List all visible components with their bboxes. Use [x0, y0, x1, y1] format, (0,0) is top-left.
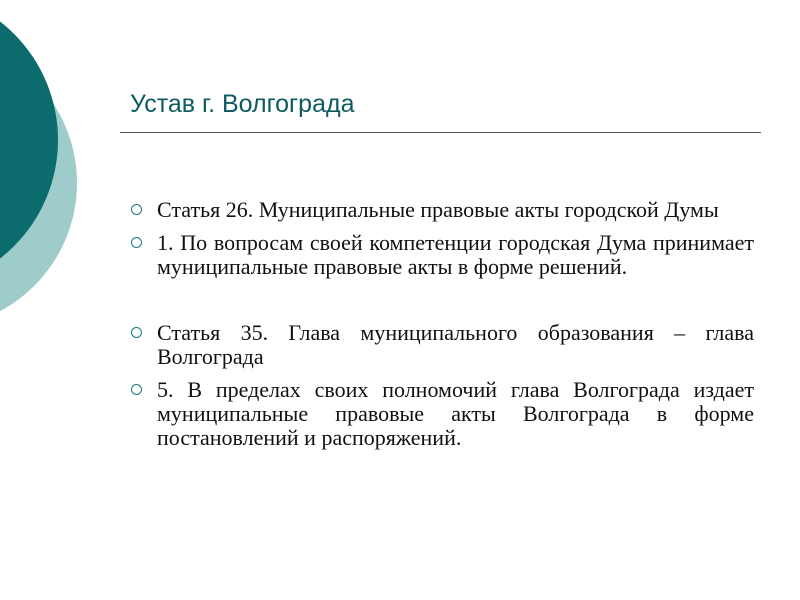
list-item-article-26-point-1	[130, 231, 754, 279]
hollow-circle-bullet-icon	[131, 237, 142, 248]
decorative-circles	[0, 0, 120, 340]
slide-title: Устав г. Волгограда	[130, 90, 355, 118]
list-item-article-35-point-5	[130, 378, 754, 450]
list-item-text: 5. В пределах своих полномочий глава Волгограда издает муниципальные правовые акты Волгограда в форме постановлений и распоряжений.	[157, 377, 754, 450]
title-underline	[120, 132, 761, 133]
bullet-list	[130, 198, 754, 459]
list-item-article-26	[130, 198, 754, 222]
hollow-circle-bullet-icon	[131, 384, 142, 395]
hollow-circle-bullet-icon	[131, 327, 142, 338]
list-item-article-35	[130, 321, 754, 369]
list-item-text: Статья 26. Муниципальные правовые акты городской Думы	[157, 197, 719, 222]
hollow-circle-bullet-icon	[131, 204, 142, 215]
list-item-text: Статья 35. Глава муниципального образования – глава Волгограда	[157, 320, 754, 369]
list-item-text: 1. По вопросам своей компетенции городская Дума принимает муниципальные правовые акты в форме решений.	[157, 230, 754, 279]
